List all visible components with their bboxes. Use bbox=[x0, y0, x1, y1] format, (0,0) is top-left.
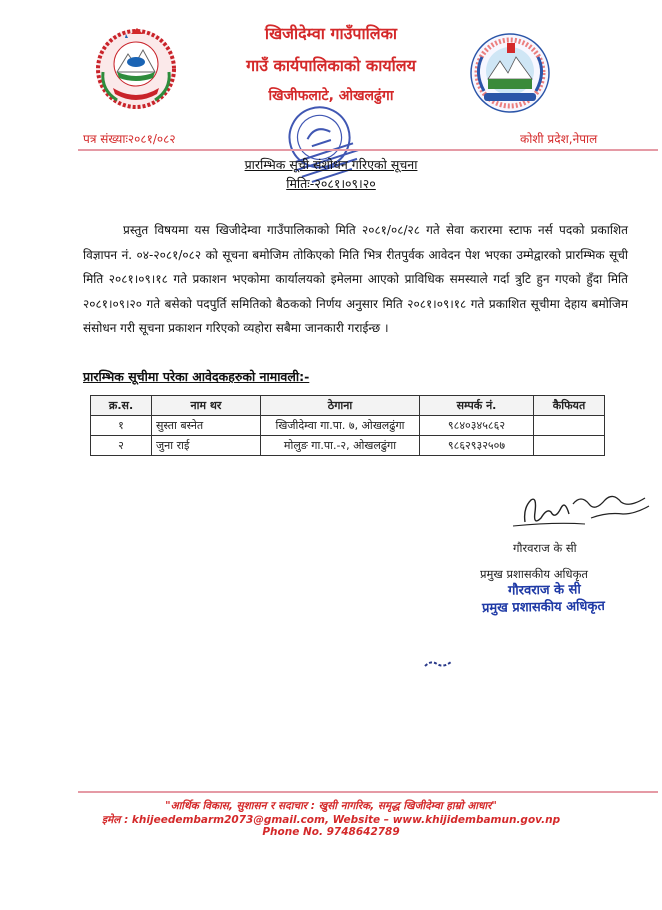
government-emblem-logo bbox=[95, 28, 177, 110]
seal-name: गौरवराज के सी bbox=[507, 582, 581, 599]
column-header-remarks: कैफियत bbox=[534, 396, 605, 416]
seal-title: प्रमुख प्रशासकीय अधिकृत bbox=[481, 598, 605, 617]
footer-slogan: "आर्थिक विकास, सुशासन र सदाचार : खुसी नागरिक, समृद्ध खिजीदेम्वा हाम्रो आधार" bbox=[165, 800, 497, 812]
office-address: खिजीफलाटे, ओखलढुंगा bbox=[268, 88, 394, 104]
cell-remarks bbox=[534, 436, 605, 456]
signatory-name: गौरवराज के सी bbox=[513, 541, 577, 555]
ink-smudge bbox=[423, 658, 453, 670]
table-header-row bbox=[91, 396, 605, 416]
municipality-name: खिजीदेम्वा गाउँपालिका bbox=[264, 24, 398, 43]
column-header-serial: क्र.स. bbox=[91, 396, 152, 416]
cell-name: जुना राई bbox=[152, 436, 261, 456]
footer-contact: इमेल : khijeedembarm2073@gmail.com, Website – www.khijidembamun.gov.np bbox=[101, 814, 561, 826]
footer-divider bbox=[78, 791, 658, 793]
municipality-logo bbox=[470, 33, 550, 113]
notice-date: मितिः-२०८१।०९।२० bbox=[286, 176, 376, 191]
province-label: कोशी प्रदेश,नेपाल bbox=[520, 132, 598, 146]
cell-contact: ९८६२९३२५०७ bbox=[420, 436, 534, 456]
table-row bbox=[91, 416, 605, 436]
reference-number: पत्र संख्याः२०८१/०८२ bbox=[83, 132, 176, 146]
cell-remarks bbox=[534, 416, 605, 436]
notice-body: प्रस्तुत विषयमा यस खिजीदेम्वा गाउँपालिकाको मिति २०८१/०८/२८ गते सेवा करारमा स्टाफ नर्स पदको प्रकाशित विज्ञापन नं. ०४-२०८१/०८२ को सूचना बमोजिम तोकिएको मिति भित्र रीतपुर्वक आवेदन पेश भएका उम्मेद्वारको प्रारम्भिक सूची मिति २०८१।०९।१८ गते प्रकाशन भएकोमा कार्यालयको इमेलमा आएको प्राविधिक समस्याले गर्दा त्रुटि हुन गएको हुँदा मिति २०८१।०९।२० गते बसेको पदपुर्ति समितिको बैठकको निर्णय अनुसार मिति २०८१।०९।१८ गते प्रकाशित सूचीमा देहाय बमोजिम संसोधन गरी सूचना प्रकाशन गरिएको व्यहोरा सबैमा जानकारी गराईन्छ । bbox=[83, 223, 628, 335]
cell-serial: १ bbox=[91, 416, 152, 436]
column-header-address: ठेगाना bbox=[261, 396, 420, 416]
cell-contact: ९८४०३४५८६२ bbox=[420, 416, 534, 436]
notice-title: प्रारम्भिक सूची संशोधन गरिएको सूचना bbox=[244, 157, 418, 172]
cell-name: सुस्ता बस्नेत bbox=[152, 416, 261, 436]
cell-address: मोलुङ गा.पा.-२, ओखलढुंगा bbox=[261, 436, 420, 456]
table-row bbox=[91, 436, 605, 456]
applicant-list-heading: प्रारम्भिक सूचीमा परेका आवेदकहरुको नामावली:- bbox=[83, 369, 310, 384]
office-name: गाउँ कार्यपालिकाको कार्यालय bbox=[246, 56, 416, 75]
footer-phone: Phone No. 9748642789 bbox=[262, 826, 400, 838]
column-header-name: नाम थर bbox=[152, 396, 261, 416]
column-header-contact: सम्पर्क नं. bbox=[420, 396, 534, 416]
header-divider bbox=[78, 149, 658, 151]
cell-serial: २ bbox=[91, 436, 152, 456]
applicant-table bbox=[90, 395, 605, 456]
handwritten-signature bbox=[495, 478, 655, 538]
signatory-title: प्रमुख प्रशासकीय अधिकृत bbox=[480, 567, 588, 581]
cell-address: खिजीदेम्वा गा.पा. ७, ओखलढुंगा bbox=[261, 416, 420, 436]
